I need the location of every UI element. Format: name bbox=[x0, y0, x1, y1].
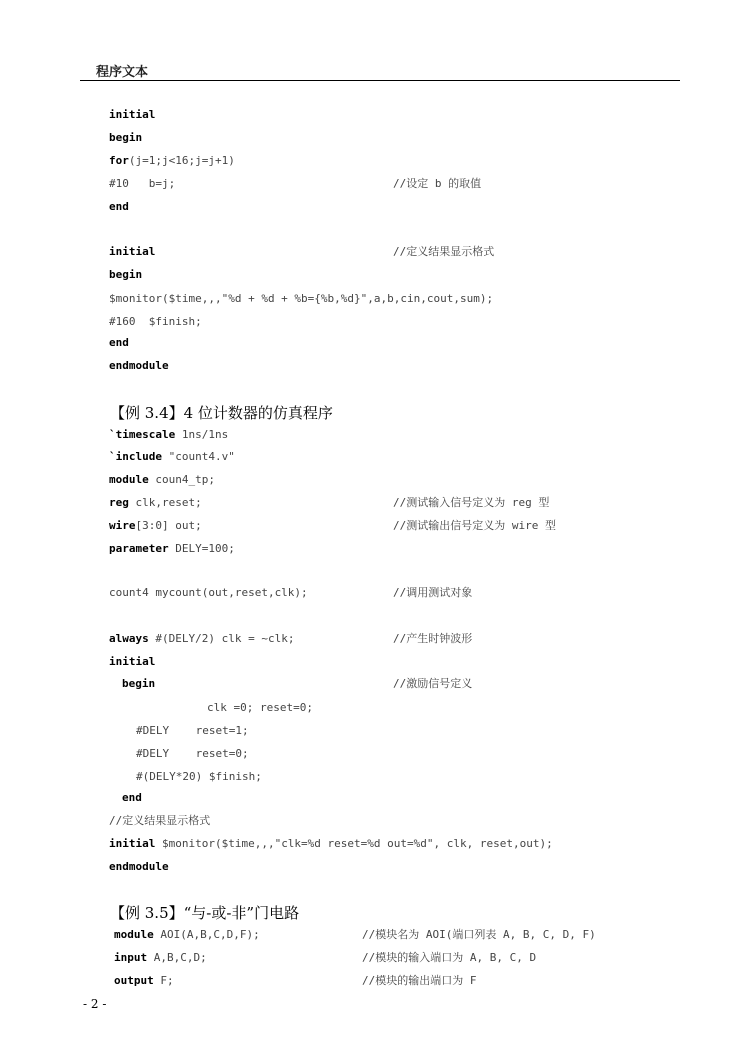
code-comment: //模块名为 AOI(端口列表 A, B, C, D, F) bbox=[362, 928, 596, 941]
code-line: parameter DELY=100; bbox=[109, 542, 235, 555]
code-line: end bbox=[109, 200, 129, 213]
example-heading: 【例 3.4】4 位计数器的仿真程序 bbox=[110, 404, 333, 422]
code-line: initial $monitor($time,,,"clk=%d reset=%d out=%d", clk, reset,out); bbox=[109, 837, 553, 850]
code-line: #DELY reset=1; bbox=[136, 724, 249, 737]
code-line: #10 b=j; bbox=[109, 177, 176, 190]
code-line: endmodule bbox=[109, 359, 169, 372]
code-line: end bbox=[109, 336, 129, 349]
code-line: initial bbox=[109, 108, 156, 121]
code-line: `include "count4.v" bbox=[109, 450, 235, 463]
code-line: output F; bbox=[114, 974, 174, 987]
code-comment: //定义结果显示格式 bbox=[393, 245, 495, 258]
code-line: begin bbox=[109, 268, 143, 281]
code-comment: //测试输出信号定义为 wire 型 bbox=[393, 519, 556, 532]
code-line: reg clk,reset; bbox=[109, 496, 202, 509]
code-line: for(j=1;j<16;j=j+1) bbox=[109, 154, 235, 167]
code-line: #DELY reset=0; bbox=[136, 747, 249, 760]
running-header: 程序文本 bbox=[96, 65, 149, 80]
code-line: input A,B,C,D; bbox=[114, 951, 207, 964]
code-comment: //激励信号定义 bbox=[393, 677, 473, 690]
code-line: `timescale 1ns/1ns bbox=[109, 428, 229, 441]
code-line: #(DELY*20) $finish; bbox=[136, 770, 262, 783]
code-line: module coun4_tp; bbox=[109, 473, 215, 486]
code-line: #160 $finish; bbox=[109, 315, 202, 328]
code-line: begin bbox=[122, 677, 156, 690]
code-line: endmodule bbox=[109, 860, 169, 873]
code-line: $monitor($time,,,"%d + %d + %b={%b,%d}",a,b,cin,cout,sum); bbox=[109, 292, 494, 305]
code-comment: //设定 b 的取值 bbox=[393, 177, 482, 190]
code-line: wire[3:0] out; bbox=[109, 519, 202, 532]
code-comment: //定义结果显示格式 bbox=[109, 814, 211, 827]
code-line: initial bbox=[109, 655, 156, 668]
example-heading: 【例 3.5】“与-或-非”门电路 bbox=[110, 904, 300, 922]
code-comment: //产生时钟波形 bbox=[393, 632, 473, 645]
code-line: count4 mycount(out,reset,clk); bbox=[109, 586, 308, 599]
code-line: end bbox=[122, 791, 142, 804]
code-line: begin bbox=[109, 131, 143, 144]
code-line: clk =0; reset=0; bbox=[207, 701, 313, 714]
page-number: - 2 - bbox=[83, 997, 107, 1011]
code-line: initial bbox=[109, 245, 156, 258]
code-comment: //模块的输出端口为 F bbox=[362, 974, 477, 987]
code-line: module AOI(A,B,C,D,F); bbox=[114, 928, 260, 941]
code-comment: //调用测试对象 bbox=[393, 586, 473, 599]
code-comment: //模块的输入端口为 A, B, C, D bbox=[362, 951, 537, 964]
code-line: always #(DELY/2) clk = ~clk; bbox=[109, 632, 295, 645]
header-rule bbox=[80, 80, 680, 81]
code-comment: //测试输入信号定义为 reg 型 bbox=[393, 496, 550, 509]
